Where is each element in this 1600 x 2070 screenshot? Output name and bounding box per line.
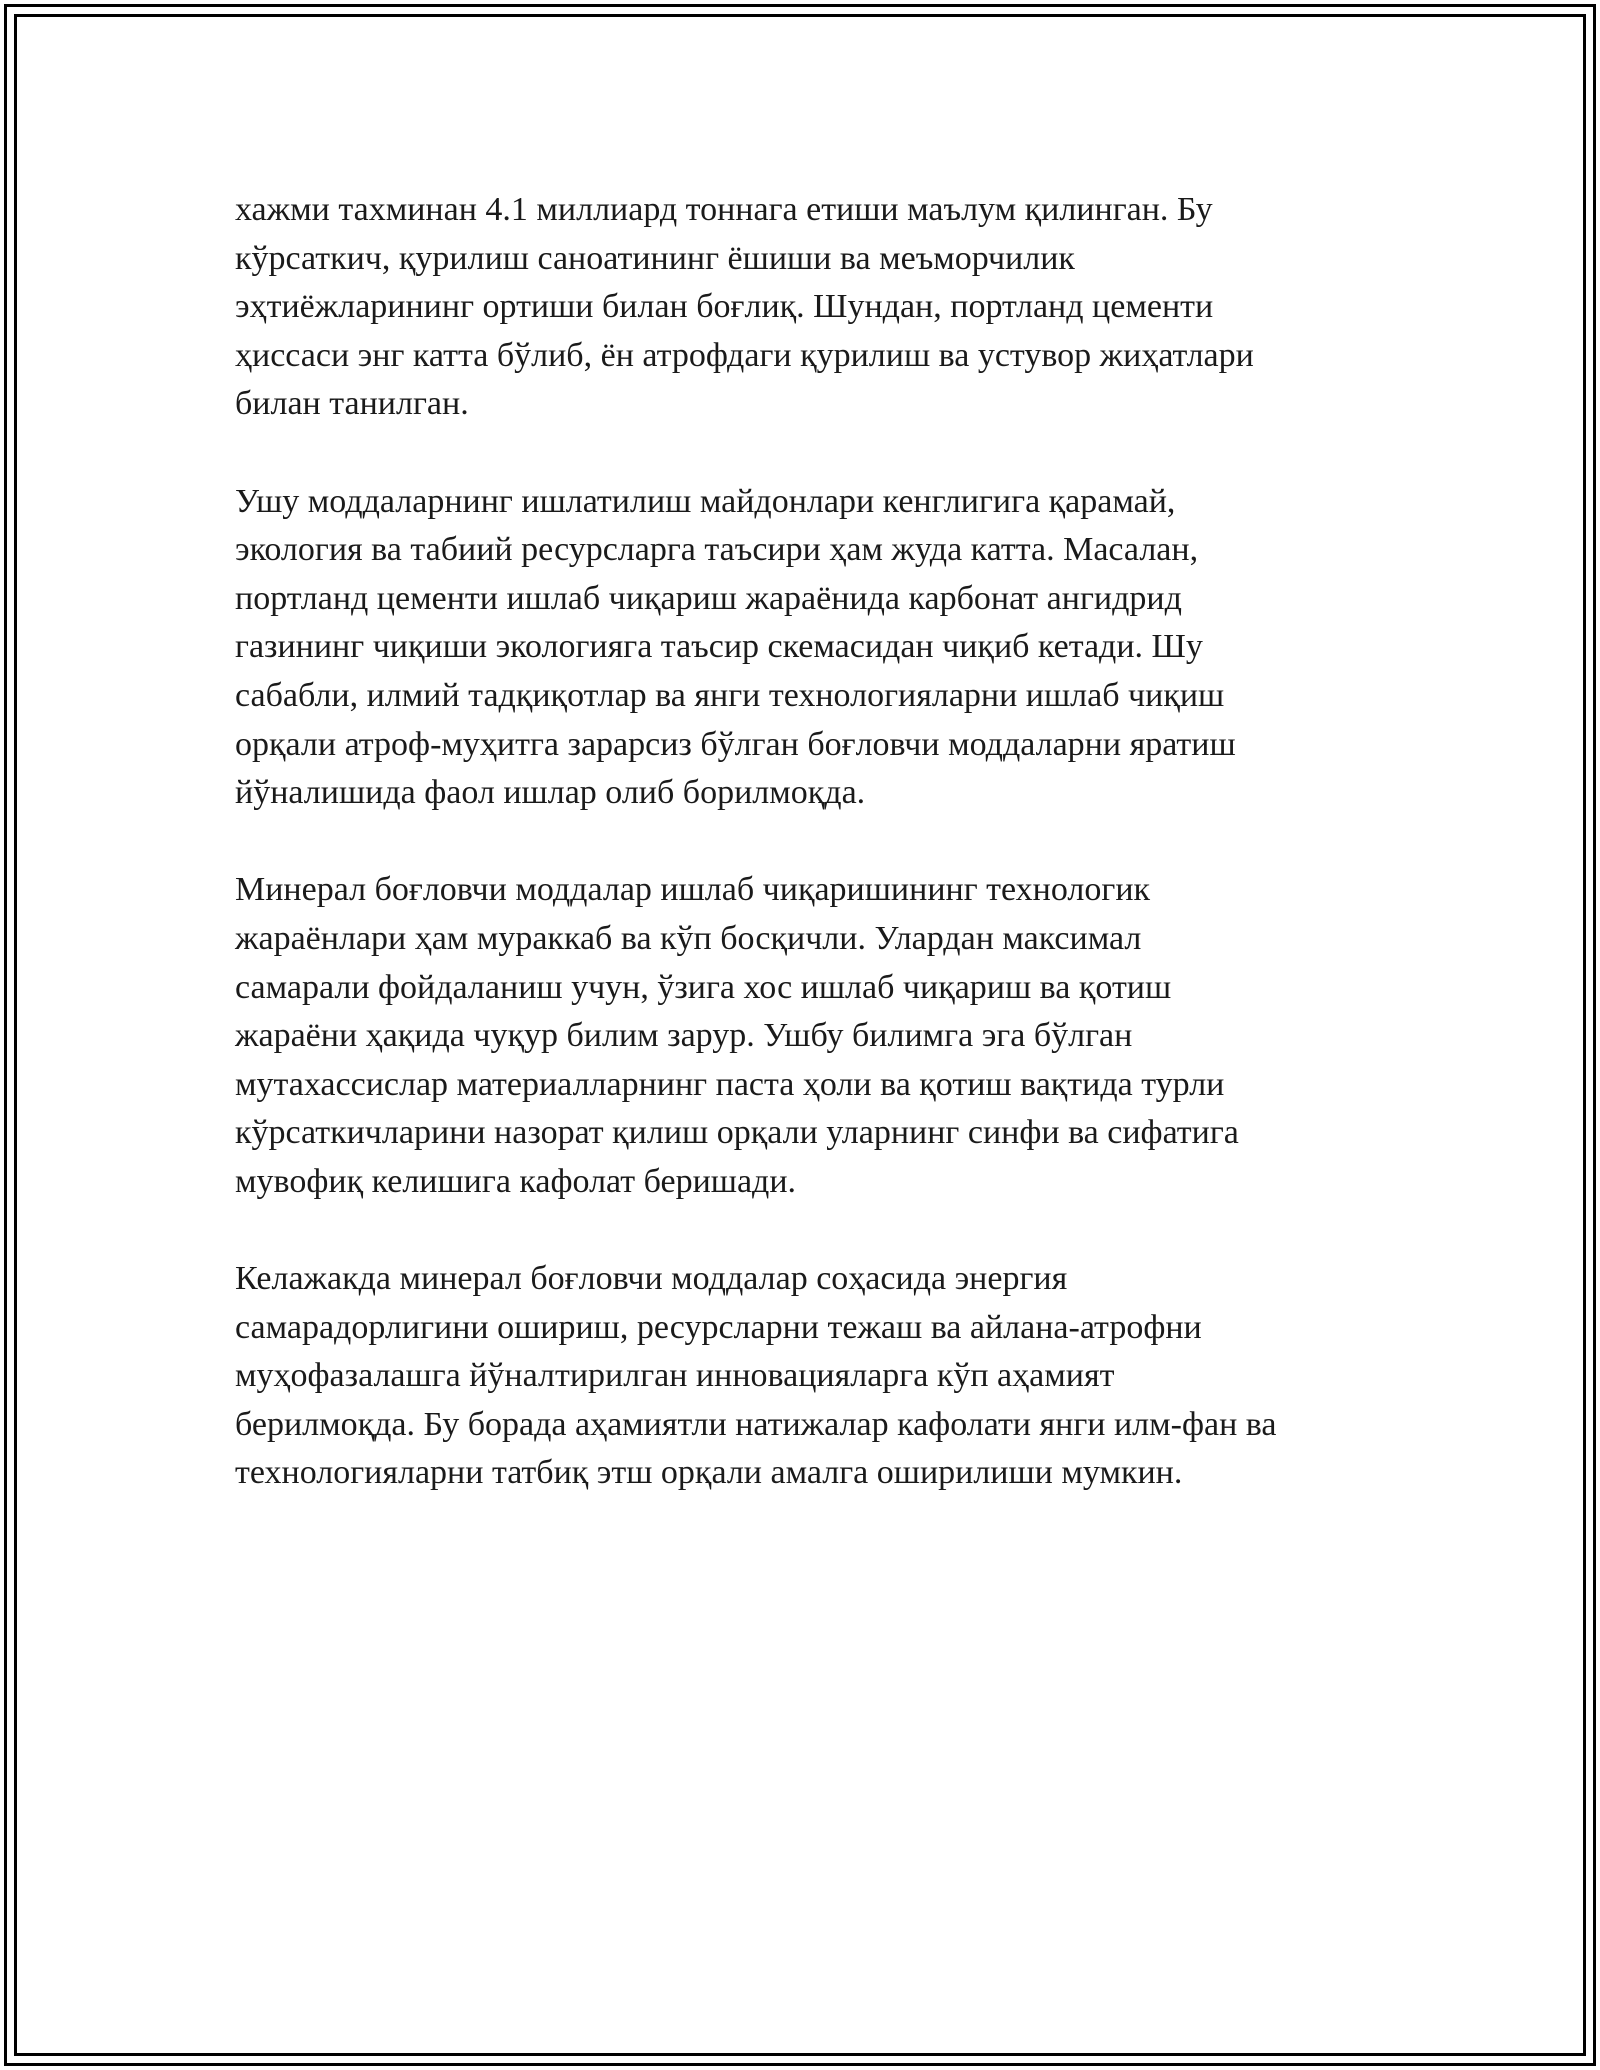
text-line: жараёни ҳақида чуқур билим зарур. Ушбу билимга эга бўлган [235, 1017, 1133, 1055]
text-line: хажми тахминан 4.1 миллиард тоннага етиши маълум қилинган. Бу [235, 191, 1213, 228]
text-line: эҳтиёжларининг ортиши билан боғлиқ. Шундан, портланд цементи [235, 288, 1214, 326]
paragraph-4 [235, 1255, 1385, 1498]
text-line: самарали фойдаланиш учун, ўзига хос ишлаб чиқариш ва қотиш [235, 968, 1172, 1006]
text-line: жараёнлари ҳам мураккаб ва кўп босқичли. Улардан максимал [235, 919, 1142, 957]
text-line: кўрсаткичларини назорат қилиш орқали уларнинг синфи ва сифатига [235, 1114, 1239, 1152]
text-line: газининг чиқиши экологияга таъсир скемасидан чиқиб кетади. Шу [235, 628, 1203, 666]
text-line: йўналишида фаол ишлар олиб борилмоқда. [235, 774, 866, 812]
text-line: Минерал боғловчи моддалар ишлаб чиқаришининг технологик [235, 871, 1151, 909]
text-line: кўрсаткич, қурилиш саноатининг ёшиши ва меъморчилик [235, 239, 1075, 277]
text-line: Ушу моддаларнинг ишлатилиш майдонлари кенглигига қарамай, [235, 482, 1176, 520]
paragraph-2 [235, 478, 1385, 818]
text-line: мувофиқ келишига кафолат беришади. [235, 1162, 797, 1200]
text-line: орқали атроф-муҳитга зарарсиз бўлган боғловчи моддаларни яратиш [235, 725, 1236, 763]
text-line: муҳофазалашга йўналтирилган инновацияларга кўп аҳамият [235, 1357, 1115, 1395]
text-line: мутахассислар материалларнинг паста ҳоли ва қотиш вақтида турли [235, 1065, 1225, 1103]
text-line: портланд цементи ишлаб чиқариш жараёнида карбонат ангидрид [235, 579, 1182, 617]
text-line: сабабли, илмий тадқиқотлар ва янги технологияларни ишлаб чиқиш [235, 676, 1225, 714]
text-line: самарадорлигини ошириш, ресурсларни тежаш ва айлана-атрофни [235, 1308, 1202, 1346]
text-line: технологияларни татбиқ этш орқали амалга оширилиши мумкин. [235, 1454, 1183, 1492]
text-line: берилмоқда. Бу борада аҳамиятли натижалар кафолати янги илм-фан ва [235, 1405, 1277, 1443]
text-line: экология ва табиий ресурсларга таъсири ҳам жуда катта. Масалан, [235, 531, 1199, 569]
text-line: Келажакда минерал боғловчи моддалар соҳасида энергия [235, 1260, 1068, 1298]
paragraph-3 [235, 866, 1385, 1206]
text-line: билан танилган. [235, 385, 469, 423]
document-body [235, 186, 1385, 1498]
paragraph-1 [235, 186, 1385, 429]
text-line: ҳиссаси энг катта бўлиб, ён атрофдаги қурилиш ва устувор жиҳатлари [235, 336, 1254, 374]
